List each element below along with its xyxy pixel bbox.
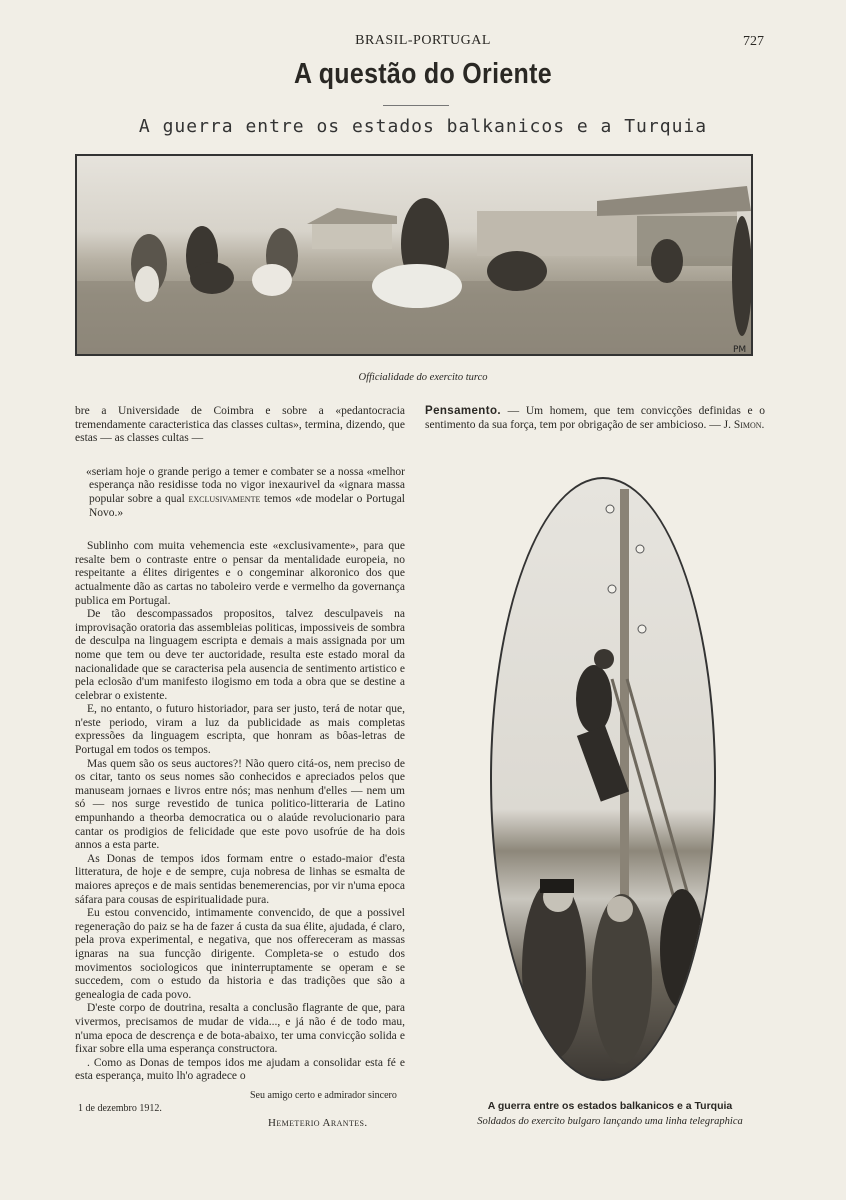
left-column: [75, 405, 405, 1084]
paragraph-7: D'este corpo de doutrina, resalta a conclusão flagrante de que, para vivermos, precisamos de mudar de vida..., e já não é de todo mau, n'uma epoca de descrença e de bota-abaixo, ter uma convicção solida e fixar sobre ella uma esperança constructora.: [75, 1002, 405, 1056]
paragraph-8: . Como as Donas de tempos idos me ajudam a consolidar esta fé e esta esperança, muito lh'o agradece o: [75, 1056, 405, 1083]
closing-line: Seu amigo certo e admirador sincero: [250, 1090, 397, 1101]
photo-top-caption: Officialidade do exercito turco: [358, 372, 488, 383]
paragraph-3: E, no entanto, o futuro historiador, para ser justo, terá de notar que, n'este periodo, viram a luz da publicidade as mais completas expressões da linguagem escripta, que honram as bôas-letras de Portugal em todos os tempos.: [75, 703, 405, 757]
quote-text-1: «seriam hoje o grande perigo a temer e combater se a nossa «melhor esperança não residisse toda no vigor inexaurivel da «ignara massa popular sobre a qual: [86, 465, 405, 505]
page-number: 727: [743, 34, 764, 49]
photo-turkish-officers: [75, 154, 753, 356]
photo-bulgarian-soldiers: [490, 477, 716, 1081]
photo-turkish-officers-drawing: [77, 156, 751, 354]
thought-text: — Um homem, que tem convicções definidas e o sentimento da sua força, tem por obrigação de ser ambicioso. —: [425, 405, 765, 431]
photo-monogram: PM: [733, 345, 747, 354]
article-title: A questão do Oriente: [294, 57, 552, 91]
paragraph-6: Eu estou convencido, intimamente convencido, de que a possivel regeneração do paiz se ha de fazer á custa da sua élite, ajudada, é claro, pela prova experimental, e negativa, que nos offereceram as massas ignaras na sua funcção dirigente. Completa-se o estudo dos movimentos sociologicos que ininterruptamente se operam e se succedem, com o estudo da historia e das tradições que são a genealogia de cada povo.: [75, 907, 405, 1001]
paragraph-4: Mas quem são os seus auctores?! Não quero citá-os, nem preciso de os citar, tanto os seus nomes são conhecidos e apreciados pelos que manuseam jornaes e livros entre nós; mas nenhum d'elles — nem um só — nos surge revestido de tunica politico-litteraria de Latino empunhando a theorba democratica ou o alaúde revolucionario para cantar os prodigios de felicidade que este povo usofrúe de ha dois annos a esta parte.: [75, 757, 405, 852]
thought-author: Simon.: [733, 418, 765, 431]
photo-right-caption-title: A guerra entre os estados balkanicos e a Turquia: [487, 1100, 733, 1112]
intro-paragraph: bre a Universidade de Coimbra e sobre a «pedantocracia tremendamente caracteristica das classes cultas», termina, dizendo, que estas — as classes cultas —: [75, 405, 405, 445]
paragraph-1: Sublinho com muita vehemencia este «exclusivamente», para que resalte bem o contraste entre o pensar da mentalidade europeia, no respeitante a élites dirigentes e o congeminar alkoronico dos que actualmente dão as cartas no taboleiro verde e vermelho da governança publica em Portugal.: [75, 540, 405, 607]
running-head: BRASIL-PORTUGAL: [355, 33, 491, 48]
letter-date: 1 de dezembro 1912.: [78, 1103, 162, 1114]
thought-author-prefix: J.: [723, 418, 731, 431]
photo-right-caption-subtitle: Soldados do exercito bulgaro lançando uma linha telegraphica: [477, 1116, 743, 1127]
photo-bulgarian-soldiers-drawing: [492, 479, 714, 1079]
article-subtitle: A guerra entre os estados balkanicos e a Turquia: [138, 116, 708, 137]
signature: Hemeterio Arantes.: [268, 1117, 368, 1129]
thought-heading: Pensamento.: [425, 405, 501, 417]
block-quote: [75, 466, 405, 520]
paragraph-5: As Donas de tempos idos formam entre o estado-maior d'esta litteratura, de hoje e de sempre, cuja nobresa de linhas se esmalta de maiores apreços e de mais sentidas benemerencias, por vir n'uma epoca sáfara para cousas de espiritualidade pura.: [75, 852, 405, 906]
thought-box: [425, 405, 765, 432]
quote-text-2: temos «de modelar o Portugal Novo.»: [89, 492, 405, 519]
quote-emphasis: exclusivamente: [188, 492, 261, 505]
title-divider: [383, 105, 449, 106]
paragraph-2: De tão descompassados propositos, talvez desculpaveis na improvisação oratoria das assembleias politicas, impossiveis de sombra de desculpa na linguagem escripta e demais a mais assignada por um nome que tem ou deve ter auctoridade, resulta este estado moral da nacionalidade que se caracterisa pela ausencia de sentimento artistico e pela eclosão d'um manifesto ilogismo em toda a obra que se destine a celebrar o existente.: [75, 608, 405, 702]
